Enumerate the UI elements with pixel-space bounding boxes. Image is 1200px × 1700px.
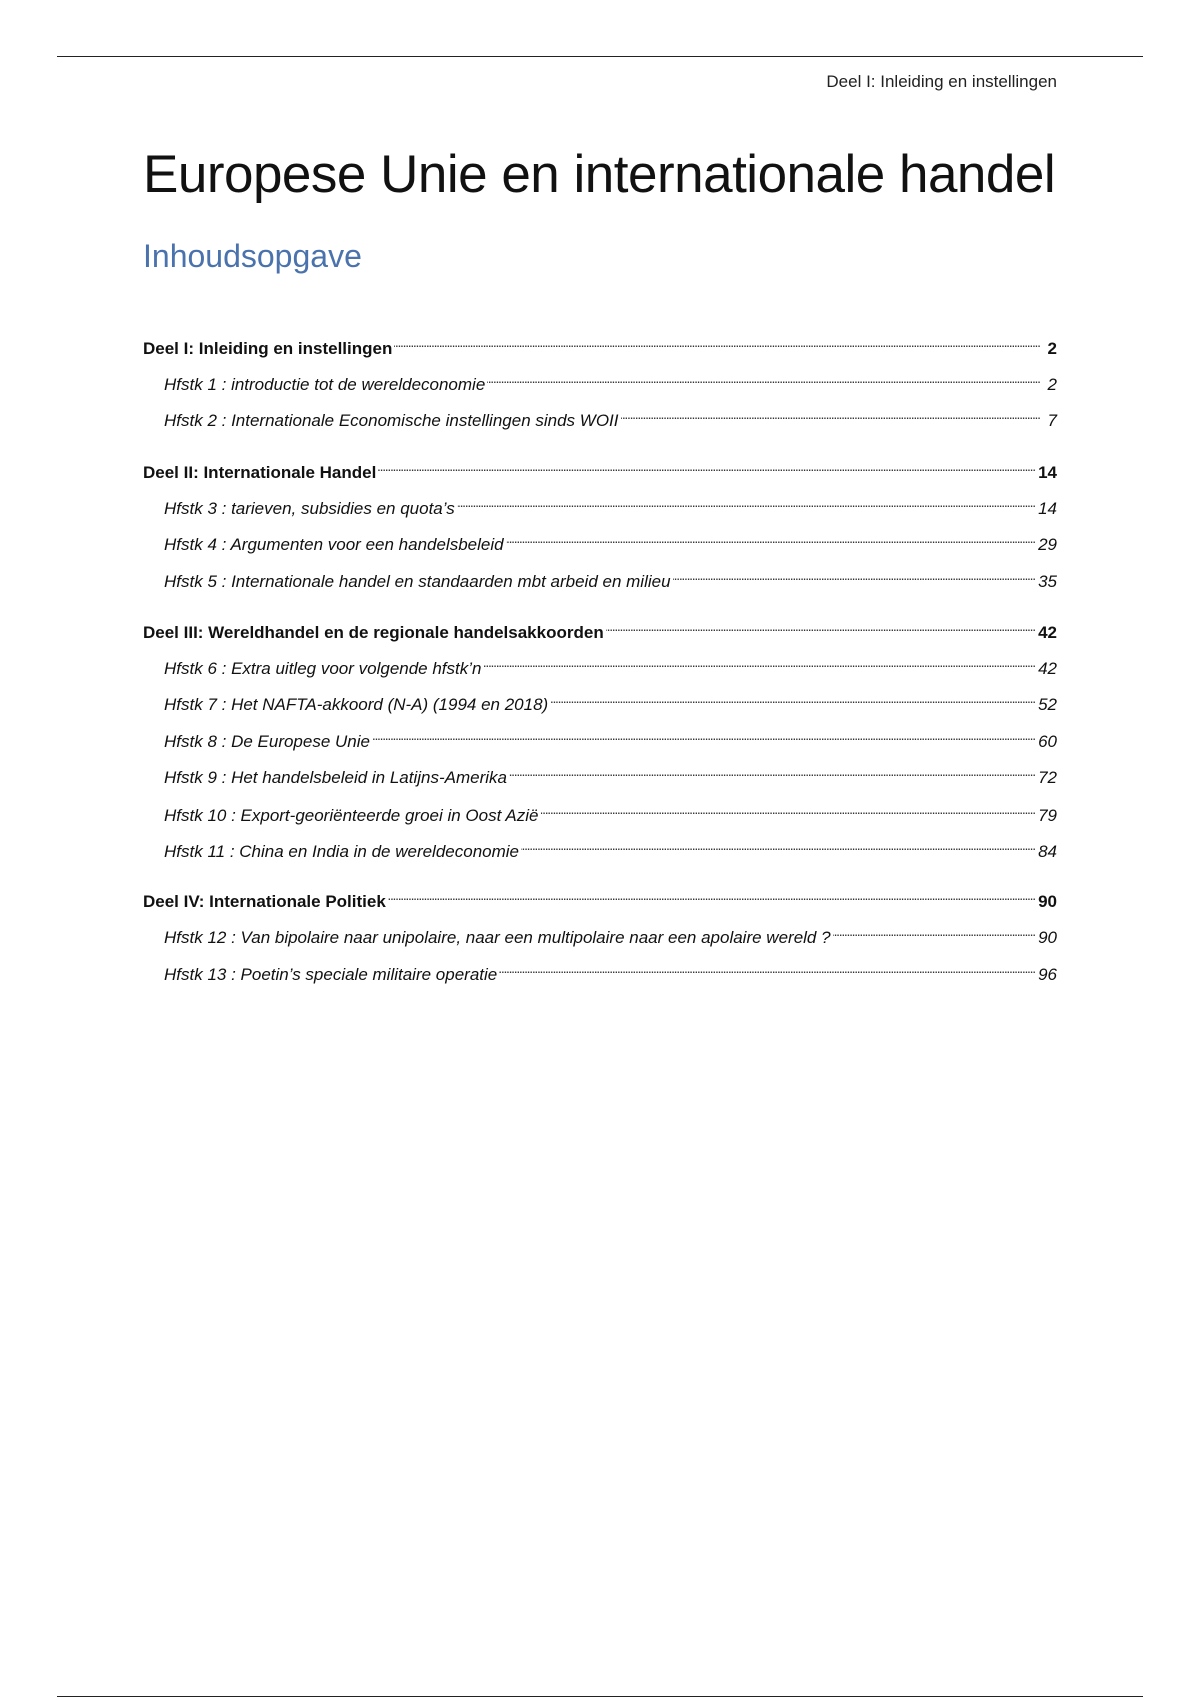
toc-dot-leader bbox=[487, 366, 1041, 390]
toc-dot-leader bbox=[457, 490, 1036, 514]
toc-entry-chapter[interactable] bbox=[143, 797, 1057, 825]
toc-entry-chapter[interactable] bbox=[143, 919, 1057, 947]
toc-entry-page: 52 bbox=[1038, 695, 1057, 714]
toc-entry-chapter[interactable] bbox=[143, 563, 1057, 591]
toc-entry-chapter[interactable] bbox=[143, 366, 1057, 394]
toc-dot-leader bbox=[509, 759, 1036, 783]
toc-entry-chapter[interactable] bbox=[143, 833, 1057, 861]
toc-entry-label: Deel I: Inleiding en instellingen bbox=[143, 339, 393, 358]
toc-entry-chapter[interactable] bbox=[143, 490, 1057, 518]
toc-entry-label: Hfstk 2 : Internationale Economische instellingen sinds WOII bbox=[164, 411, 619, 430]
toc-dot-leader bbox=[506, 526, 1037, 550]
toc-entry-part[interactable] bbox=[143, 330, 1057, 358]
toc-entry-page: 60 bbox=[1038, 732, 1057, 751]
toc-entry-chapter[interactable] bbox=[143, 686, 1057, 714]
toc-dot-leader bbox=[484, 650, 1037, 674]
toc-entry-label: Deel III: Wereldhandel en de regionale handelsakkoorden bbox=[143, 623, 604, 642]
toc-dot-leader bbox=[541, 797, 1037, 821]
bottom-rule bbox=[57, 1696, 1143, 1697]
toc-entry-part[interactable] bbox=[143, 883, 1057, 911]
toc-entry-chapter[interactable] bbox=[143, 759, 1057, 787]
toc-entry-page: 42 bbox=[1038, 623, 1057, 642]
toc-entry-chapter[interactable] bbox=[143, 526, 1057, 554]
toc-dot-leader bbox=[621, 402, 1042, 426]
toc-entry-page: 72 bbox=[1038, 768, 1057, 787]
toc-entry-label: Deel II: Internationale Handel bbox=[143, 463, 377, 482]
toc-dot-leader bbox=[394, 330, 1041, 354]
toc-entry-page: 35 bbox=[1038, 572, 1057, 591]
toc-entry-label: Hfstk 5 : Internationale handel en standaarden mbt arbeid en milieu bbox=[164, 572, 671, 591]
toc-dot-leader bbox=[372, 723, 1036, 747]
toc-entry-page: 84 bbox=[1038, 842, 1057, 861]
document-title: Europese Unie en internationale handel bbox=[143, 145, 1056, 204]
toc-entry-label: Hfstk 6 : Extra uitleg voor volgende hfstk’n bbox=[164, 659, 482, 678]
toc-entry-chapter[interactable] bbox=[143, 956, 1057, 984]
toc-entry-page: 7 bbox=[1047, 411, 1057, 430]
toc-entry-chapter[interactable] bbox=[143, 402, 1057, 430]
toc-dot-leader bbox=[499, 956, 1036, 980]
toc-entry-label: Hfstk 12 : Van bipolaire naar unipolaire, naar een multipolaire naar een apolaire wereld ? bbox=[164, 928, 831, 947]
toc-entry-label: Hfstk 10 : Export-georiënteerde groei in Oost Azië bbox=[164, 806, 539, 825]
toc-entry-label: Hfstk 4 : Argumenten voor een handelsbeleid bbox=[164, 535, 504, 554]
toc-entry-part[interactable] bbox=[143, 454, 1057, 482]
toc-entry-page: 90 bbox=[1038, 892, 1057, 911]
toc-dot-leader bbox=[833, 919, 1037, 943]
toc-entry-label: Hfstk 7 : Het NAFTA-akkoord (N-A) (1994 en 2018) bbox=[164, 695, 549, 714]
toc-entry-label: Hfstk 11 : China en India in de wereldeconomie bbox=[164, 842, 519, 861]
toc-dot-leader bbox=[606, 614, 1036, 638]
toc-entry-page: 90 bbox=[1038, 928, 1057, 947]
running-header: Deel I: Inleiding en instellingen bbox=[826, 72, 1057, 91]
toc-entry-page: 96 bbox=[1038, 965, 1057, 984]
toc-dot-leader bbox=[388, 883, 1036, 907]
toc-heading: Inhoudsopgave bbox=[143, 238, 362, 274]
toc-entry-page: 29 bbox=[1038, 535, 1057, 554]
toc-entry-page: 42 bbox=[1038, 659, 1057, 678]
toc-entry-page: 14 bbox=[1038, 463, 1057, 482]
toc-entry-page: 2 bbox=[1047, 375, 1057, 394]
toc-entry-label: Hfstk 1 : introductie tot de wereldeconomie bbox=[164, 375, 486, 394]
toc-entry-label: Hfstk 9 : Het handelsbeleid in Latijns-Amerika bbox=[164, 768, 507, 787]
toc-entry-chapter[interactable] bbox=[143, 723, 1057, 751]
toc-dot-leader bbox=[521, 833, 1036, 857]
toc-entry-label: Hfstk 13 : Poetin’s speciale militaire operatie bbox=[164, 965, 498, 984]
toc-dot-leader bbox=[550, 686, 1036, 710]
toc-entry-label: Deel IV: Internationale Politiek bbox=[143, 892, 386, 911]
toc-entry-page: 14 bbox=[1038, 499, 1057, 518]
toc-entry-page: 2 bbox=[1047, 339, 1057, 358]
toc-entry-page: 79 bbox=[1038, 806, 1057, 825]
toc-entry-chapter[interactable] bbox=[143, 650, 1057, 678]
toc-dot-leader bbox=[673, 563, 1037, 587]
toc-entry-label: Hfstk 3 : tarieven, subsidies en quota’s bbox=[164, 499, 455, 518]
top-rule bbox=[57, 56, 1143, 57]
toc-entry-part[interactable] bbox=[143, 614, 1057, 642]
toc-dot-leader bbox=[378, 454, 1036, 478]
toc-entry-label: Hfstk 8 : De Europese Unie bbox=[164, 732, 370, 751]
